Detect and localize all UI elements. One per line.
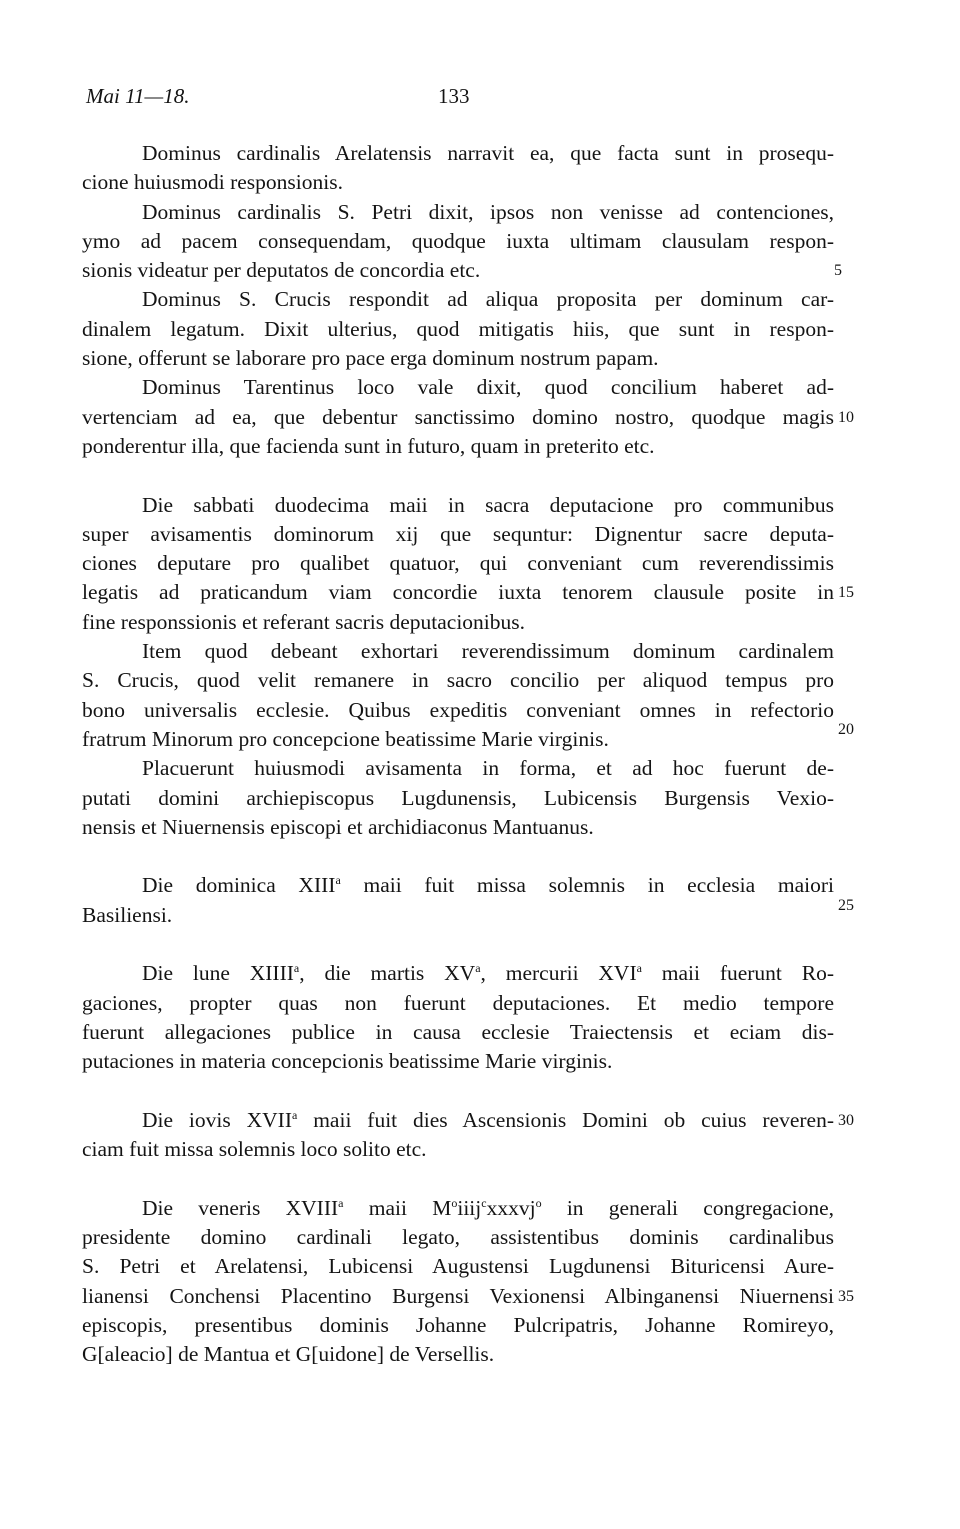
text-line: Item quod debeant exhortari reverendissimum dominum cardinalem [142,639,834,664]
text-line: super avisamentis dominorum xij que sequntur: Dignentur sacre deputa- [82,521,834,546]
text-line: episcopis, presentibus dominis Johanne Pulcripatris, Johanne Romireyo, [82,1312,834,1337]
text-line-content: Basiliensi. [82,902,173,927]
page-number: 133 [438,84,470,108]
text-segment: iiij [457,1195,482,1220]
text-line: putati domini archiepiscopus Lugdunensis, Lubicensis Burgensis Vexio- [82,785,834,810]
text-line: ponderentur illa, que facienda sunt in futuro, quam in preterito etc. [82,433,655,458]
line-number: 5 [834,262,842,280]
text-line-content: vertenciam ad ea, que debentur sanctissimo domino nostro, quodque magis [82,404,834,429]
superscript: a [292,1107,298,1122]
text-segment: Die dominica XIII [142,873,336,898]
line-number: 20 [838,720,854,738]
text-line: fine responssionis et referant sacris deputacionibus. [82,609,526,634]
text-line: sione, offerunt se laborare pro pace erga dominum nostrum papam. [82,346,659,371]
text-line [82,403,854,432]
superscript: c [481,1195,487,1210]
line-number: 10 [838,408,854,426]
text-line: ciam fuit missa solemnis loco solito etc. [82,1137,427,1162]
text-line [82,256,842,285]
superscript: a [475,961,481,976]
text-line-content: sionis videatur per deputatos de concordia etc. [82,258,481,283]
text-segment: maii M [343,1195,452,1220]
running-title: Mai 11—18. [86,84,190,108]
superscript: o [535,1195,542,1210]
text-line: dinalem legatum. Dixit ulterius, quod mitigatis hiis, que sunt in respon- [82,316,834,341]
text-segment: , mercurii XVI [480,961,637,986]
text-line: Dominus S. Crucis respondit ad aliqua proposita per dominum car- [142,287,834,312]
text-segment: xxxvj [486,1195,536,1220]
text-line: Dominus Tarentinus loco vale dixit, quod concilium haberet ad- [142,375,834,400]
line-number: 15 [838,584,854,602]
text-line-content: legatis ad praticandum viam concordie iuxta tenorem clausule posite in [82,580,834,605]
text-line: Placuerunt huiusmodi avisamenta in forma, et ad hoc fuerunt de- [142,756,834,781]
text-segment: in generali congregacione, [541,1195,834,1220]
text-line [82,871,834,900]
text-segment: Die iovis XVII [142,1107,292,1132]
text-line [82,959,834,988]
text-line: Die sabbati duodecima maii in sacra deputacione pro communibus [142,492,834,517]
text-line: Dominus cardinalis Arelatensis narravit ea, que facta sunt in prosequ- [142,141,834,165]
text-line [82,1106,854,1135]
text-line [82,578,854,607]
text-line [82,1282,854,1311]
text-line: S. Petri et Arelatensi, Lubicensi Augustensi Lugdunensi Bituricensi Aure- [82,1254,834,1279]
superscript: o [451,1195,458,1210]
text-line: nensis et Niuernensis episcopi et archidiaconus Mantuanus. [82,814,594,839]
superscript: a [293,961,300,976]
text-line: Dominus cardinalis S. Petri dixit, ipsos non venisse ad contenciones, [142,199,834,224]
text-line-content: lianensi Conchensi Placentino Burgensi Vexionensi Albinganensi Niuernensi [82,1283,834,1308]
superscript: a [636,961,642,976]
text-line [82,1194,834,1223]
running-header [86,84,830,114]
text-segment: maii fuerunt Ro- [641,961,834,986]
superscript: a [335,873,341,888]
text-segment: maii fuit missa solemnis in ecclesia maiori [340,873,834,898]
line-number: 25 [838,896,854,914]
text-line: bono universalis ecclesie. Quibus expeditis conveniant omnes in refectorio [82,697,834,722]
text-line: presidente domino cardinali legato, assistentibus dominis cardinalibus [82,1224,834,1249]
text-line: ciones deputare pro qualibet quatuor, qui conveniant cum reverendissimis [82,551,834,576]
text-line-content: fratrum Minorum pro concepcione beatissime Marie virginis. [82,726,609,751]
text-line: gaciones, propter quas non fuerunt deputaciones. Et medio tempore [82,990,834,1015]
text-line: fuerunt allegaciones publice in causa ecclesie Traiectensis et eciam dis- [82,1019,834,1044]
line-number: 30 [838,1111,854,1129]
text-segment: , die martis XV [299,961,476,986]
text-line [82,720,854,754]
line-number: 35 [838,1287,854,1305]
text-line: ymo ad pacem consequendam, quodque iuxta ultimam clausulam respon- [82,228,834,253]
text-line [82,896,854,930]
text-line: cione huiusmodi responsionis. [82,170,343,195]
text-line: S. Crucis, quod velit remanere in sacro concilio per aliquod tempus pro [82,668,834,693]
text-segment: Die veneris XVIII [142,1195,339,1220]
text-segment: Die lune XIIII [142,961,294,986]
text-line: putaciones in materia concepcionis beatissime Marie virginis. [82,1049,613,1074]
text-segment: maii fuit dies Ascensionis Domini ob cuius reveren- [297,1107,834,1132]
body-text [82,139,854,1369]
superscript: a [338,1195,344,1210]
text-line: G[aleacio] de Mantua et G[uidone] de Versellis. [82,1342,495,1367]
